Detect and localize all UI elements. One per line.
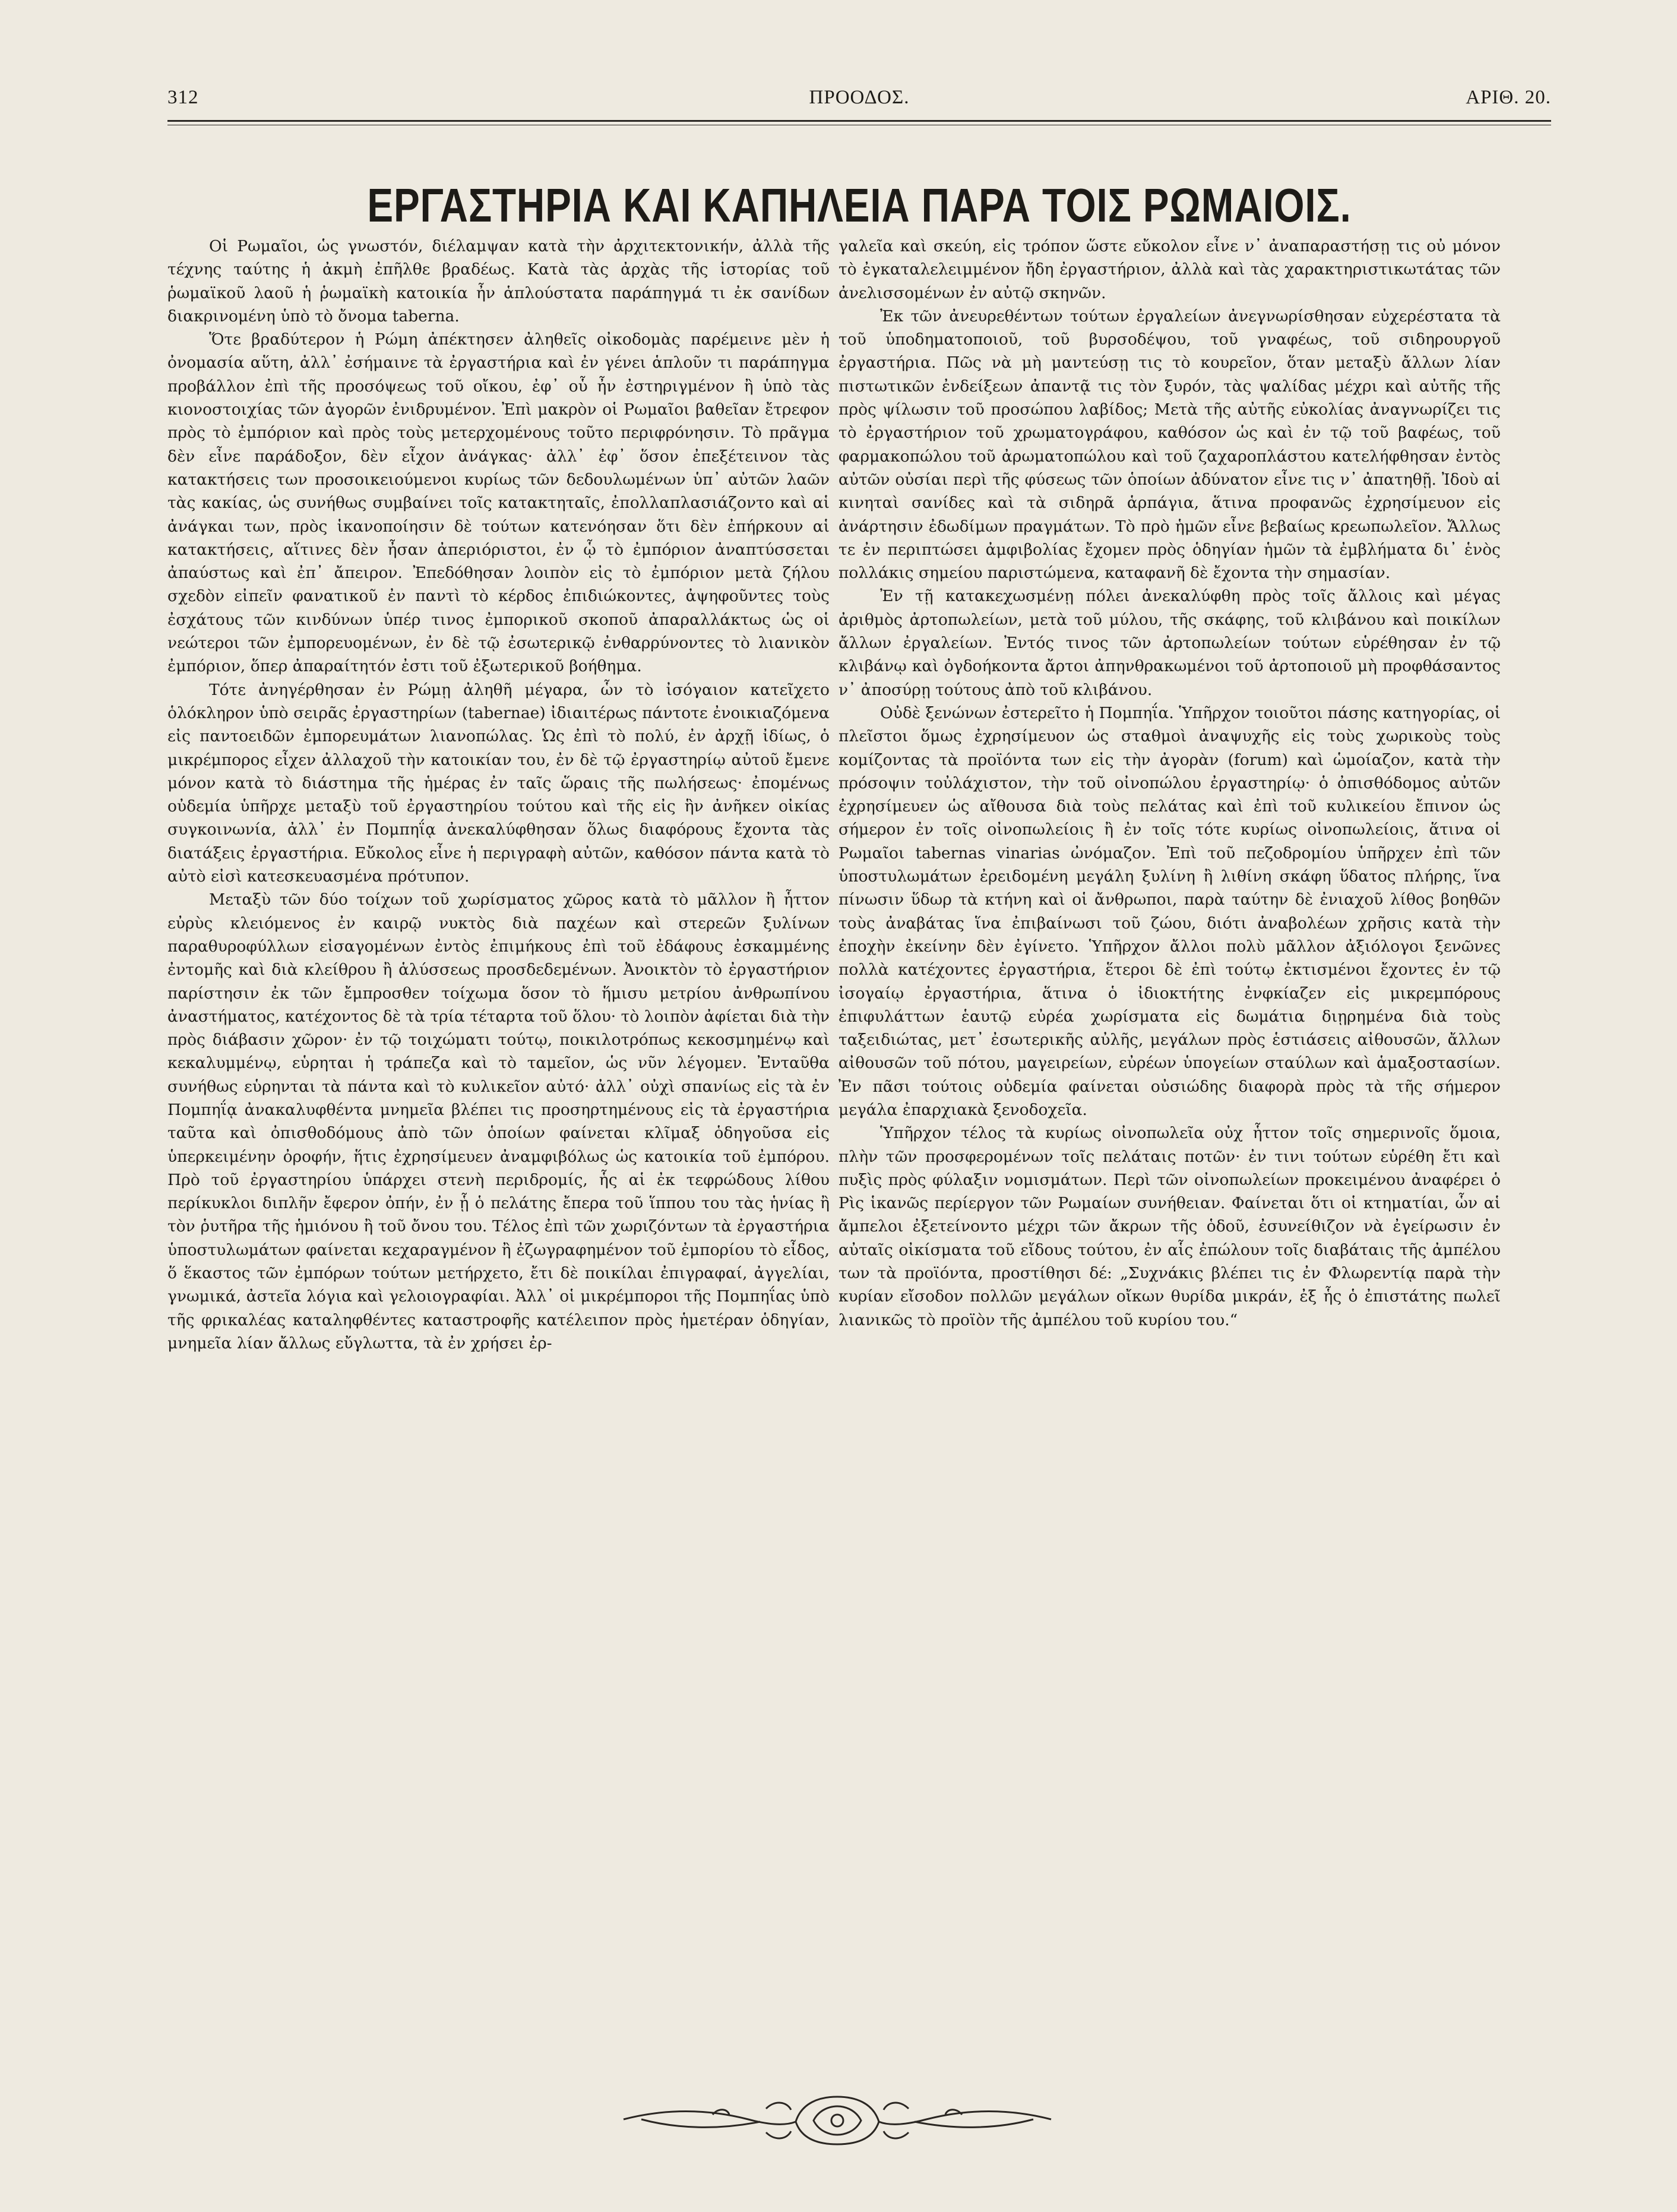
page-number: 312 — [167, 87, 199, 108]
paragraph: Ἐν τῇ κατακεχωσμένῃ πόλει ἀνεκαλύφθη πρὸς τοῖς ἄλλοις καὶ μέγας ἀριθμὸς ἀρτοπωλείων, μετὰ τοῦ μύλου, τῆς σκάφης, τοῦ κλιβάνου καὶ ποικίλων ἄλλων ἐργαλείων. Ἐντός τινος τῶν ἀρτοπωλείων τούτων εὑρέθησαν ἐν τῷ κλιβάνῳ καὶ ὀγδοήκοντα ἄρτοι ἀπηνθρακωμένοι τοῦ ἀρτοποιοῦ μὴ προφθάσαντος ν᾽ ἀποσύρῃ τούτους ἀπὸ τοῦ κλιβάνου. — [838, 587, 1501, 699]
running-head — [167, 87, 1551, 122]
paragraph: Ὅτε βραδύτερον ἡ Ρώμη ἀπέκτησεν ἀληθεῖς οἰκοδομὰς παρέμεινε μὲν ἡ ὀνομασία αὕτη, ἀλλ᾽ ἐσήμαινε τὰ ἐργαστήρια καὶ ἐν γένει ἁπλοῦν τι παράπηγμα προβάλλον ἐπὶ τῆς προσόψεως τοῦ οἴκου, ἐφ᾽ οὗ ἦν ἐστηριγμένον ἢ ὑπὸ τὰς κιονοστοιχίας τῶν ἀγορῶν ἐνιδρυμένον. Ἐπὶ μακρὸν οἱ Ρωμαῖοι βαθεῖαν ἔτρεφον πρὸς τὸ ἐμπόριον καὶ πρὸς τοὺς μετερχομένους τοῦτο περιφρόνησιν. Τὸ πρᾶγμα δὲν εἶνε παράδοξον, δὲν εἶχον ἀνάγκας· ἀλλ᾽ ἐφ᾽ ὅσον ἐπεξέτεινον τὰς κατακτήσεις των προσοικειούμενοι κυρίως τῶν δεδουλωμένων ὑπ᾽ αὐτῶν λαῶν τὰς κακίας, ὡς συνήθως συμβαίνει τοῖς κατακτηταῖς, ἐπολλαπλασιάζοντο καὶ αἱ ἀνάγκαι των, πρὸς ἱκανοποίησιν δὲ τούτων κατενόησαν ὅτι δὲν ἐπήρκουν αἱ κατακτήσεις, αἵτινες δὲν ἦσαν ἀπεριόριστοι, ἐν ᾧ τὸ ἐμπόριον ἀναπτύσσεται ἀπαύστως καὶ ἐπ᾽ ἄπειρον. Ἐπεδόθησαν λοιπὸν εἰς τὸ ἐμπόριον μετὰ ζήλου σχεδὸν εἰπεῖν φανατικοῦ ἐν παντὶ τὸ κέρδος ἐπιδιώκοντες, ἀψηφοῦντες τοὺς ἐσχάτους τῶν κινδύνων ὑπέρ τινος ἐμπορικοῦ σκοποῦ ἀπαραλλάκτως ὡς οἱ νεώτεροι τῶν ἐμπορευομένων, ἐν δὲ τῷ ἐσωτερικῷ ἐνθαρρύνοντες τὸ λιανικὸν ἐμπόριον, ὅπερ ἀπαραίτητόν ἐστι τοῦ ἐξωτερικοῦ βοήθημα. — [167, 330, 830, 676]
paragraph: Οἱ Ρωμαῖοι, ὡς γνωστόν, διέλαμψαν κατὰ τὴν ἀρχιτεκτονικήν, ἀλλὰ τῆς τέχνης ταύτης ἡ ἀκμὴ ἐπῆλθε βραδέως. Κατὰ τὰς ἀρχὰς τῆς ἱστορίας τοῦ ῥωμαϊκοῦ λαοῦ ἡ ῥωμαϊκὴ κατοικία ἦν ἁπλούστατα παράπηγμά τι ἐκ σανίδων διακρινομένη ὑπὸ τὸ ὄνομα taberna. — [167, 237, 830, 326]
paragraph: Ἐκ τῶν ἀνευρεθέντων τούτων ἐργαλείων ἀνεγνωρίσθησαν εὐχερέστατα τὰ τοῦ ὑποδηματοποιοῦ, τοῦ βυρσοδέψου, τοῦ γναφέως, τοῦ σιδηρουργοῦ ἐργαστήρια. Πῶς νὰ μὴ μαντεύσῃ τις τὸ κουρεῖον, ὅταν μεταξὺ ἄλλων λίαν πιστωτικῶν ἐνδείξεων ἀπαντᾷ τις τὸν ξυρόν, τὰς ψαλίδας μέχρι καὶ αὐτῆς τῆς πρὸς ψίλωσιν τοῦ προσώπου λαβίδος; Μετὰ τῆς αὐτῆς εὐκολίας ἀναγνωρίζει τις τὸ ἐργαστήριον τοῦ χρωματογράφου, καθόσον ὡς καὶ ἐν τῷ τοῦ βαφέως, τοῦ φαρμακοπώλου τοῦ ἀρωματοπώλου καὶ τοῦ ζαχαροπλάστου κατελήφθησαν ἐντὸς αὐτῶν οὐσίαι περὶ τῆς φύσεως τῶν ὁποίων ἀδύνατον εἶνε τις ν᾽ ἀπατηθῇ. Ἰδοὺ αἱ κινηταὶ σανίδες καὶ τὰ σιδηρᾶ ἁρπάγια, ἅτινα προφανῶς ἐχρησίμευον εἰς ἀνάρτησιν ἐδωδίμων πραγμάτων. Τὸ πρὸ ἡμῶν εἶνε βεβαίως κρεωπωλεῖον. Ἄλλως τε ἐν περιπτώσει ἀμφιβολίας ἔχομεν πρὸς ὁδηγίαν ἡμῶν τὰ ἐμβλήματα δι᾽ ἑνὸς πολλάκις σημείου παριστώμενα, καταφανῆ δὲ ἔχοντα τὴν σημασίαν. — [838, 306, 1501, 583]
issue-number: ΑΡΙΘ. 20. — [1466, 87, 1551, 108]
paragraph: Ὑπῆρχον τέλος τὰ κυρίως οἰνοπωλεῖα οὐχ ἧττον τοῖς σημερινοῖς ὅμοια, πλὴν τῶν προσφερομένων τοῖς πελάταις ποτῶν· ἐν τινι τούτων εὑρέθη ἔτι καὶ πυξὶς πρὸς φύλαξιν νομισμάτων. Περὶ τῶν οἰνοπωλείων προκειμένου ἀναφέρει ὁ Ρὶς ἱκανῶς περίεργον τῶν Ρωμαίων συνήθειαν. Φαίνεται ὅτι οἱ κτηματίαι, ὧν αἱ ἄμπελοι ἐξετείνοντο μέχρι τῶν ἄκρων τῆς ὁδοῦ, ἐσυνείθιζον νὰ ἐγείρωσιν ἐν αὐταῖς οἰκίσματα τοῦ εἴδους τούτου, ἐν αἷς ἐπώλουν τοῖς διαβάταις τῆς ἀμπέλου των τὰ προϊόντα, προστίθησι δέ: „Συχνάκις βλέπει τις ἐν Φλωρεντίᾳ παρὰ τὴν κυρίαν εἴσοδον πολλῶν μεγάλων οἴκων θυρίδα μικράν, ἐξ ἧς ὁ ἐπιστάτης πωλεῖ λιανικῶς τὸ προϊὸν τῆς ἀμπέλου τοῦ κυρίου του.“ — [838, 1124, 1501, 1329]
journal-title: ΠΡΟΟΔΟΣ. — [809, 87, 910, 108]
left-column — [167, 235, 830, 1355]
article-title: ΕΡΓΑΣΤΗΡΙΑ ΚΑΙ ΚΑΠΗΛΕΙΑ ΠΑΡΑ ΤΟΙΣ ΡΩΜΑΙΟΙΣ. — [367, 179, 1352, 232]
header-rule — [167, 120, 1551, 122]
paragraph: Τότε ἀνηγέρθησαν ἐν Ρώμῃ ἀληθῆ μέγαρα, ὧν τὸ ἰσόγαιον κατεῖχετο ὁλόκληρον ὑπὸ σειρᾶς ἐργαστηρίων (tabernae) ἰδιαιτέρως πάντοτε ἐνοικιαζόμενα εἰς παντοειδῶν ἐμπορευμάτων λιανοπώλας. Ὡς ἐπὶ τὸ πολύ, ἐν ἀρχῇ ἰδίως, ὁ μικρέμπορος εἶχεν ἀλλαχοῦ τὴν κατοικίαν του, ἐν δὲ τῷ ἐργαστηρίῳ αὐτοῦ ἔμενε μόνον κατὰ τὸ διάστημα τῆς ἡμέρας ἐν ταῖς ὥραις τῆς πωλήσεως· ἐπομένως οὐδεμία ὑπῆρχε μεταξὺ τοῦ ἐργαστηρίου τούτου καὶ τῆς εἰς ἣν ἀνῆκεν οἰκίας συγκοινωνία, ἀλλ᾽ ἐν Πομπηΐᾳ ἀνεκαλύφθησαν ὅλως διαφόρους ἔχοντα τὰς διατάξεις ἐργαστήρια. Εὔκολος εἶνε ἡ περιγραφὴ αὐτῶν, καθόσον πάντα κατὰ τὸ αὐτὸ εἰσὶ κατεσκευασμένα πρότυπον. — [167, 680, 830, 886]
right-column — [838, 235, 1501, 1332]
paragraph: Μεταξὺ τῶν δύο τοίχων τοῦ χωρίσματος χῶρος κατὰ τὸ μᾶλλον ἢ ἧττον εὐρὺς κλειόμενος ἐν καιρῷ νυκτὸς διὰ παχέων καὶ στερεῶν ξυλίνων παραθυροφύλλων εἰσαγομένων ἐντὸς ἐπιμήκους ἐπὶ τοῦ ἐδάφους ἐσκαμμένης ἐντομῆς καὶ διὰ κλείθρου ἢ ἁλύσσεως προσδεδεμένων. Ἀνοικτὸν τὸ ἐργαστήριον παρίστησιν ἐκ τῶν ἔμπροσθεν τοίχωμα ὅσον τὸ ἥμισυ μετρίου ἀνθρωπίνου ἀναστήματος, κατέχοντος δὲ τὰ τρία τέταρτα τοῦ ὅλου· τὸ λοιπὸν ἀφίεται διὰ τὴν πρὸς διάβασιν χῶρον· ἐν τῷ τοιχώματι τούτῳ, ποικιλοτρόπως κεκοσμημένῳ καὶ κεκαλυμμένῳ, εὑρηται ἡ τράπεζα καὶ τὸ ταμεῖον, ὡς νῦν λέγομεν. Ἐνταῦθα συνήθως εὑρηνται τὰ πάντα καὶ τὸ κυλικεῖον αὐτό· ἀλλ᾽ οὐχὶ σπανίως εἰς τὰ ἐν Πομπηΐᾳ ἀνακαλυφθέντα μνημεῖα βλέπει τις προσηρτημένους εἰς τὰ ἐργαστήρια ταῦτα καὶ ὀπισθοδόμους ἀπὸ τῶν ὁποίων φαίνεται κλῖμαξ ὁδηγοῦσα εἰς ὑπερκειμένην ὀροφήν, ἥτις ἐχρησίμευεν ἀναμφιβόλως ὡς κατοικία τοῦ ἐμπόρου. Πρὸ τοῦ ἐργαστηρίου ὑπάρχει στενὴ περιδρομίς, ἧς αἱ ἐκ τεφρώδους λίθου περίκυκλοι διπλῆν ἔφερον ὀπήν, ἐν ᾗ ὁ πελάτης ἔπερα τοῦ ἵππου του τὰς ἡνίας ἢ τὸν ῥυτῆρα τῆς ἡμιόνου ἢ τοῦ ὄνου του. Τέλος ἐπὶ τῶν χωριζόντων τὰ ἐργαστήρια ὑποστυλωμάτων φαίνεται κεχαραγμένον ἢ ἐζωγραφημένον τοῦ ἐμπορίου τὸ εἶδος, ὅ ἕκαστος τῶν ἐμπόρων τούτων μετήρχετο, ἔτι δὲ ποικίλαι ἐπιγραφαί, ἀγγελίαι, γνωμικά, ἀστεῖα λόγια καὶ γελοιογραφίαι. Ἀλλ᾽ οἱ μικρέμποροι τῆς Πομπηΐας ὑπὸ τῆς φρικαλέας καταληφθέντες καταστροφῆς κατέλειπον πρὸς ἡμετέραν ὁδηγίαν, μνημεῖα λίαν ἄλλως εὔγλωττα, τὰ ἐν χρήσει ἐρ- — [167, 890, 830, 1353]
decorative-tailpiece-icon — [618, 2085, 1057, 2150]
paragraph: Οὐδὲ ξενώνων ἐστερεῖτο ἡ Πομπηΐα. Ὑπῆρχον τοιοῦτοι πάσης κατηγορίας, οἱ πλεῖστοι ὅμως ἐχρησίμευον ὡς σταθμοὶ ἀναψυχῆς εἰς τοὺς χωρικοὺς τοὺς κομίζοντας τὰ προϊόντα των εἰς τὴν ἀγορὰν (forum) καὶ ὡμοίαζον, κατὰ τὴν πρόσοψιν τοὐλάχιστον, τὴν τοῦ οἰνοπώλου ἐργαστηρίῳ· ὁ ὀπισθόδομος αὐτῶν ἐχρησίμευεν ὡς αἴθουσα διὰ τοὺς πελάτας καὶ ἐπὶ τοῦ κυλικείου ἔπινον ὡς σήμερον ἐν τοῖς οἰνοπωλείοις ἢ ἐν τοῖς τότε κυρίως οἰνοπωλείοις, ἅτινα οἱ Ρωμαῖοι tabernas vinarias ὠνόμαζον. Ἐπὶ τοῦ πεζοδρομίου ὑπῆρχεν ἐπὶ τῶν ὑποστυλωμάτων ἐρειδομένη μεγάλη ξυλίνη ἢ λιθίνη σκάφη ὕδατος πλήρης, ἵνα πίνωσιν ὕδωρ τὰ κτήνη καὶ οἱ ἄνθρωποι, παρὰ ταύτην δὲ ἐνιαχοῦ λίθος βοηθῶν τοὺς ἀναβάτας ἵνα ἐπιβαίνωσι τοῦ ζώου, διότι ἀναβολέων χρῆσις κατὰ τὴν ἐποχὴν ἐκείνην δὲν ἐγίνετο. Ὑπῆρχον ἄλλοι πολὺ μᾶλλον ἀξιόλογοι ξενῶνες πολλὰ κατέχοντες ἐργαστήρια, ἕτεροι δὲ ἐπὶ τούτῳ ἐκτισμένοι ἔχοντες ἐν τῷ ἰσογαίῳ ἐργαστήρια, ἅτινα ὁ ἰδιοκτήτης ἐνφκίαζεν εἰς μικρεμπόρους ἐπιφυλάττων ἑαυτῷ εὐρέα χωρίσματα εἰς δωμάτια διῃρημένα διὰ τοὺς ταξειδιώτας, μετ᾽ ἐσωτερικῆς αὐλῆς, μεγάλων πρὸς ἑστιάσεις αἰθουσῶν, ἄλλων αἰθουσῶν τοῦ πότου, μαγειρείων, εὐρέων ὑπογείων σταύλων καὶ ἁμαξοστασίων. Ἐν πᾶσι τούτοις οὐδεμία φαίνεται οὐσιώδης διαφορὰ πρὸς τὰ τῆς σήμερον μεγάλα ἐπαρχιακὰ ξενοδοχεῖα. — [838, 703, 1501, 1119]
paragraph: γαλεῖα καὶ σκεύη, εἰς τρόπον ὥστε εὔκολον εἶνε ν᾽ ἀναπαραστήσῃ τις οὐ μόνον τὸ ἐγκαταλελειμμένον ἤδη ἐργαστήριον, ἀλλὰ καὶ τὰς χαρακτηριστικωτάτας τῶν ἀνελισσομένων ἐν αὐτῷ σκηνῶν. — [838, 237, 1501, 302]
